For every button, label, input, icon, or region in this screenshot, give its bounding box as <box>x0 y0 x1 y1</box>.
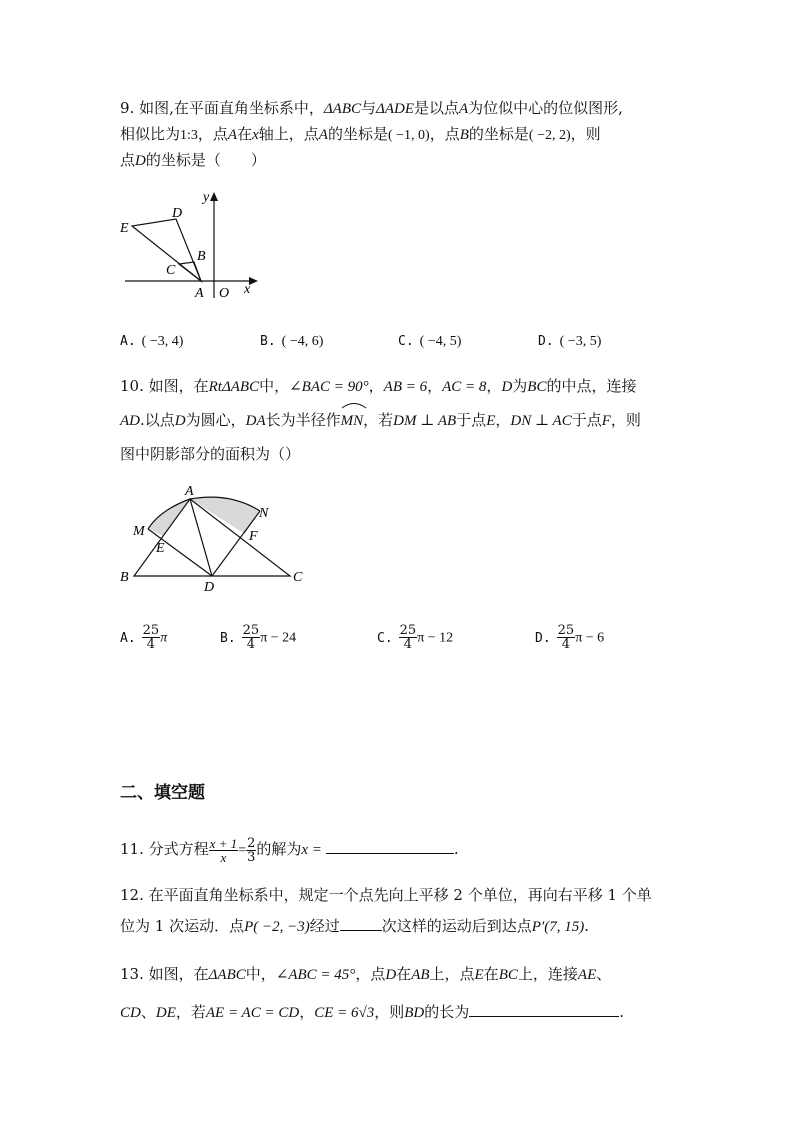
numerator: 25 <box>557 623 575 638</box>
arc-mark-icon <box>341 401 367 409</box>
option-label: B. <box>260 334 276 349</box>
q13-text: 上，点 <box>429 965 475 983</box>
question-11 <box>120 834 680 866</box>
q10-label-n: N <box>259 506 269 521</box>
q9-x-arrow <box>249 277 258 285</box>
q10-dn: DN ⊥ AC <box>510 413 572 429</box>
fraction <box>399 624 418 651</box>
q9-text: 与 <box>361 99 377 117</box>
q12-line-2 <box>120 911 680 943</box>
numerator: 25 <box>399 623 417 638</box>
q9-text: 是以点 <box>413 99 459 117</box>
q13-period: . <box>619 1003 625 1021</box>
q10-shaded-left <box>148 499 190 536</box>
q9-text: ，点 <box>197 125 228 143</box>
option-label: D. <box>535 630 551 646</box>
q11-text: 11. 分式方程 <box>120 840 209 858</box>
q9-label-y: y <box>203 190 210 205</box>
q13-text: 在 <box>483 965 499 983</box>
option-value: ( −3, 4) <box>141 334 184 349</box>
q9-text: 轴上，点 <box>258 125 319 143</box>
q10-label-m: M <box>133 524 145 539</box>
q9-option-c[interactable] <box>398 333 461 350</box>
q11-period: . <box>453 840 459 858</box>
q9-label-b: B <box>197 249 206 264</box>
q13-line-2 <box>120 994 680 1032</box>
option-label: D. <box>538 334 554 349</box>
q10-line-3 <box>120 438 680 471</box>
q9-ratio: 1:3 <box>180 128 198 143</box>
q10-point-d: D <box>501 379 513 395</box>
q10-option-b[interactable] <box>220 624 296 651</box>
question-12 <box>120 880 680 943</box>
option-value: ( −3, 5) <box>559 334 602 349</box>
numerator: 2 <box>247 835 256 851</box>
q9-text: 为位似中心的位似图形, <box>468 99 623 117</box>
q12-text: 次这样的运动后到达点 <box>381 917 532 935</box>
q12-point-p-prime: P′(7, 15) <box>531 919 585 935</box>
q9-point-a: A <box>227 127 238 143</box>
q11-answer-blank[interactable] <box>326 837 454 854</box>
q10-text: ， <box>427 377 443 395</box>
q13-equalities: AE = AC = CD <box>205 1005 300 1021</box>
q10-arc-mn <box>341 405 364 438</box>
option-tail: π <box>160 630 168 646</box>
q13-bd: BD <box>404 1005 425 1021</box>
q10-label-a: A <box>185 484 194 499</box>
q9-line-3 <box>120 148 680 174</box>
q10-text: ， <box>495 411 511 429</box>
q10-ac: AC = 8 <box>442 379 487 395</box>
q13-text: 、 <box>596 965 612 983</box>
denominator: 4 <box>403 637 413 652</box>
q11-line <box>120 834 680 866</box>
q9-label-c: C <box>166 263 176 278</box>
option-label: B. <box>220 630 236 646</box>
q9-option-a[interactable] <box>120 333 183 350</box>
option-label: A. <box>120 630 136 646</box>
q13-bc: BC <box>498 967 518 983</box>
q10-text: 的中点，连接 <box>546 377 637 395</box>
q13-point-e: E <box>474 967 484 983</box>
q10-text: ， <box>486 377 502 395</box>
numerator: 25 <box>242 623 260 638</box>
q10-text: 中， <box>259 377 290 395</box>
q9-coord-a: ( −1, 0) <box>387 128 430 143</box>
q13-de: DE <box>155 1005 176 1021</box>
question-9 <box>120 96 680 174</box>
q10-figure <box>115 478 315 596</box>
q13-answer-blank[interactable] <box>469 1000 619 1017</box>
q12-answer-blank[interactable] <box>340 914 382 931</box>
option-value: ( −4, 6) <box>281 334 324 349</box>
q13-text: ，点 <box>355 965 386 983</box>
q11-fraction-right <box>246 837 256 864</box>
q13-angle: ∠ABC = 45° <box>275 967 356 983</box>
question-10 <box>120 370 680 471</box>
q9-text: 相似比为 <box>120 125 181 143</box>
q9-option-d[interactable] <box>538 333 601 350</box>
q12-line-1 <box>120 880 680 911</box>
numerator: 25 <box>142 623 160 638</box>
q9-x-axis: x <box>252 127 259 143</box>
q9-label-d: D <box>172 206 183 221</box>
q10-label-d: D <box>204 580 215 595</box>
q9-label-x: x <box>244 282 251 297</box>
q10-text: 10. 如图，在 <box>120 377 209 395</box>
q10-label-c: C <box>293 570 303 585</box>
q9-text: 的坐标是 <box>327 125 388 143</box>
q10-point-d: D <box>174 413 186 429</box>
q10-text: 于点 <box>456 411 487 429</box>
fraction <box>242 624 261 651</box>
q9-label-e: E <box>120 221 129 236</box>
q10-triangle: RtΔABC <box>208 379 260 395</box>
q9-option-b[interactable] <box>260 333 323 350</box>
equals-sign: = <box>238 843 247 858</box>
q10-text: 于点 <box>571 411 602 429</box>
q10-arc-label: MN <box>340 413 364 429</box>
q12-period: . <box>584 917 589 935</box>
q13-triangle: ΔABC <box>208 967 246 983</box>
q12-text: 经过 <box>309 917 340 935</box>
q9-text: 的坐标是（ ） <box>145 151 266 169</box>
q13-text: ，若 <box>175 1003 206 1021</box>
q9-text: 9. 如图,在平面直角坐标系中， <box>120 99 324 117</box>
q13-text: 13. 如图，在 <box>120 965 209 983</box>
q13-text: ，则 <box>374 1003 405 1021</box>
q9-line-2 <box>120 122 680 148</box>
q12-text: 12. 在平面直角坐标系中，规定一个点先向上平移 2 个单位，再向右平移 1 个单 <box>120 886 652 904</box>
q9-text: 的坐标是 <box>468 125 529 143</box>
q11-text: 的解为 <box>256 840 302 858</box>
q9-point-a: A <box>318 127 328 143</box>
q9-point-d: D <box>135 153 146 169</box>
option-tail: π − 24 <box>260 630 297 646</box>
q10-text: .以点 <box>140 411 175 429</box>
q10-point-e: E <box>486 413 496 429</box>
q9-text: 在 <box>237 125 253 143</box>
q10-ad: AD <box>120 413 140 429</box>
q10-text: 图中阴影部分的面积为（） <box>120 445 301 463</box>
q9-figure <box>115 188 275 303</box>
q12-text: 位为 1 次运动．点 <box>120 917 245 935</box>
denominator: x <box>220 849 227 865</box>
q10-line-2 <box>120 404 680 438</box>
q9-label-o: O <box>219 286 230 301</box>
q13-ce: CE = 6√3 <box>314 1005 375 1021</box>
q10-label-f: F <box>249 529 258 544</box>
q9-triangle-abc: ΔABC <box>323 101 361 117</box>
option-tail: π − 12 <box>417 630 454 646</box>
q13-line-1 <box>120 956 680 994</box>
q13-text: 上，连接 <box>517 965 578 983</box>
fraction <box>557 624 576 651</box>
q9-y-arrow <box>210 192 218 201</box>
option-label: C. <box>377 630 393 646</box>
q13-ae: AE <box>577 967 597 983</box>
q9-text: ，则 <box>570 125 601 143</box>
q9-label-a: A <box>195 286 204 301</box>
option-tail: π − 6 <box>575 630 605 646</box>
q13-ab: AB <box>411 967 430 983</box>
option-label: C. <box>398 334 414 349</box>
q10-text: ，则 <box>610 411 641 429</box>
option-label: A. <box>120 334 136 349</box>
q10-text: 为 <box>512 377 528 395</box>
q9-point-a: A <box>459 101 469 117</box>
q10-line-1 <box>120 370 680 404</box>
q10-dm: DM ⊥ AB <box>393 413 457 429</box>
section-heading: 二、填空题 <box>120 783 205 803</box>
q9-text: ，点 <box>429 125 460 143</box>
q9-line-1 <box>120 96 680 122</box>
question-13 <box>120 956 680 1032</box>
q13-text: 、 <box>140 1003 156 1021</box>
q11-fraction-left <box>209 837 239 864</box>
q10-da: DA <box>245 413 266 429</box>
denominator: 3 <box>247 849 256 865</box>
q13-text: 在 <box>396 965 412 983</box>
q10-label-e: E <box>156 541 165 556</box>
denominator: 4 <box>561 637 571 652</box>
numerator: x + 1 <box>209 835 238 851</box>
q9-coord-b: ( −2, 2) <box>528 128 571 143</box>
fraction <box>142 624 161 651</box>
q9-point-b: B <box>459 127 469 143</box>
q13-point-d: D <box>385 967 397 983</box>
denominator: 4 <box>246 637 256 652</box>
q9-triangle-ade: ΔADE <box>376 101 414 117</box>
q10-text: ， <box>368 377 384 395</box>
q13-text: 的长为 <box>424 1003 470 1021</box>
q11-variable: x = <box>301 842 322 858</box>
q10-option-c[interactable] <box>377 624 453 651</box>
q10-angle: ∠BAC = 90° <box>289 379 369 395</box>
q10-point-f: F <box>601 413 611 429</box>
q10-bc: BC <box>527 379 547 395</box>
q9-text: 点 <box>120 151 136 169</box>
q12-point-p: P( −2, −3) <box>244 919 310 935</box>
q10-text: ，若 <box>363 411 394 429</box>
q13-text: 中， <box>245 965 276 983</box>
q13-cd: CD <box>120 1005 141 1021</box>
q10-ab: AB = 6 <box>383 379 428 395</box>
q10-text: 长为半径作 <box>265 411 341 429</box>
option-value: ( −4, 5) <box>419 334 462 349</box>
q10-label-b: B <box>120 570 129 585</box>
q10-text: 为圆心， <box>185 411 246 429</box>
denominator: 4 <box>146 637 156 652</box>
q10-option-d[interactable] <box>535 624 604 651</box>
q10-option-a[interactable] <box>120 624 167 651</box>
q13-text: ， <box>299 1003 315 1021</box>
